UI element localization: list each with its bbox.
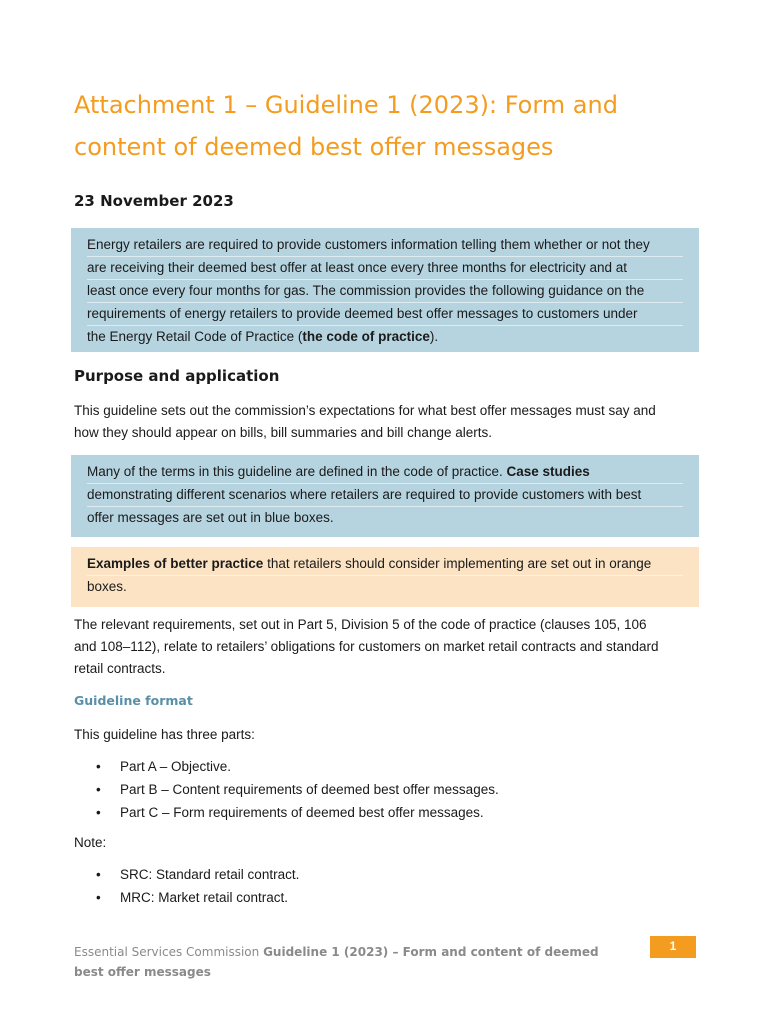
purpose-paragraph (74, 400, 704, 444)
intro-last-bold: the code of practice (302, 329, 430, 344)
intro-line: are receiving their deemed best offer at least once every three months for electricity and at (87, 257, 683, 280)
requirements-line: and 108–112), relate to retailers’ obligations for customers on market retail contracts and standard (74, 639, 659, 654)
list-item: • SRC: Standard retail contract. (96, 863, 299, 886)
document-date: 23 November 2023 (74, 192, 234, 210)
footer-line-1 (74, 942, 634, 962)
requirements-line: retail contracts. (74, 661, 166, 676)
list-item: • Part C – Form requirements of deemed best offer messages. (96, 801, 499, 824)
page-footer (74, 942, 634, 982)
intro-box (71, 228, 699, 352)
requirements-line: The relevant requirements, set out in Part 5, Division 5 of the code of practice (clauses 105, 106 (74, 617, 647, 632)
intro-last-suffix: ). (429, 329, 439, 344)
footer-doc-title-cont: best offer messages (74, 965, 211, 979)
intro-line: least once every four months for gas. The commission provides the following guidance on the (87, 280, 683, 303)
parts-list (96, 755, 499, 824)
note-list (96, 863, 299, 909)
list-item: • Part B – Content requirements of deemed best offer messages. (96, 778, 499, 801)
intro-last-prefix: the Energy Retail Code of Practice ( (87, 329, 303, 344)
intro-line: requirements of energy retailers to provide deemed best offer messages to customers under (87, 303, 683, 326)
requirements-paragraph (74, 614, 704, 680)
better-practice-line: boxes. (87, 579, 127, 594)
footer-org: Essential Services Commission (74, 945, 264, 959)
intro-line-last (87, 326, 683, 348)
purpose-line: how they should appear on bills, bill summaries and bill change alerts. (74, 425, 492, 440)
better-practice-suffix: that retailers should consider implementing are set out in orange (263, 556, 652, 571)
case-studies-box (71, 455, 699, 537)
page-number: 1 (650, 936, 696, 958)
better-practice-line (87, 553, 683, 576)
purpose-heading: Purpose and application (74, 367, 280, 385)
format-heading: Guideline format (74, 693, 193, 708)
note-label: Note: (74, 835, 107, 850)
case-studies-line: offer messages are set out in blue boxes. (87, 510, 334, 525)
purpose-line: This guideline sets out the commission’s expectations for what best offer messages must say and (74, 403, 656, 418)
footer-doc-title: Guideline 1 (2023) – Form and content of deemed (263, 945, 599, 959)
case-studies-bold: Case studies (506, 464, 590, 479)
format-intro: This guideline has three parts: (74, 727, 255, 742)
better-practice-box (71, 547, 699, 607)
document-title: Attachment 1 – Guideline 1 (2023): Form and content of deemed best offer messages (74, 91, 618, 161)
better-practice-bold: Examples of better practice (87, 556, 264, 571)
list-item: • MRC: Market retail contract. (96, 886, 299, 909)
case-studies-prefix: Many of the terms in this guideline are defined in the code of practice. (87, 464, 507, 479)
case-studies-line (87, 461, 683, 484)
case-studies-line: demonstrating different scenarios where retailers are required to provide customers with best (87, 484, 683, 507)
list-item: • Part A – Objective. (96, 755, 499, 778)
intro-line: Energy retailers are required to provide customers information telling them whether or not they (87, 234, 683, 257)
footer-line-2 (74, 962, 634, 982)
